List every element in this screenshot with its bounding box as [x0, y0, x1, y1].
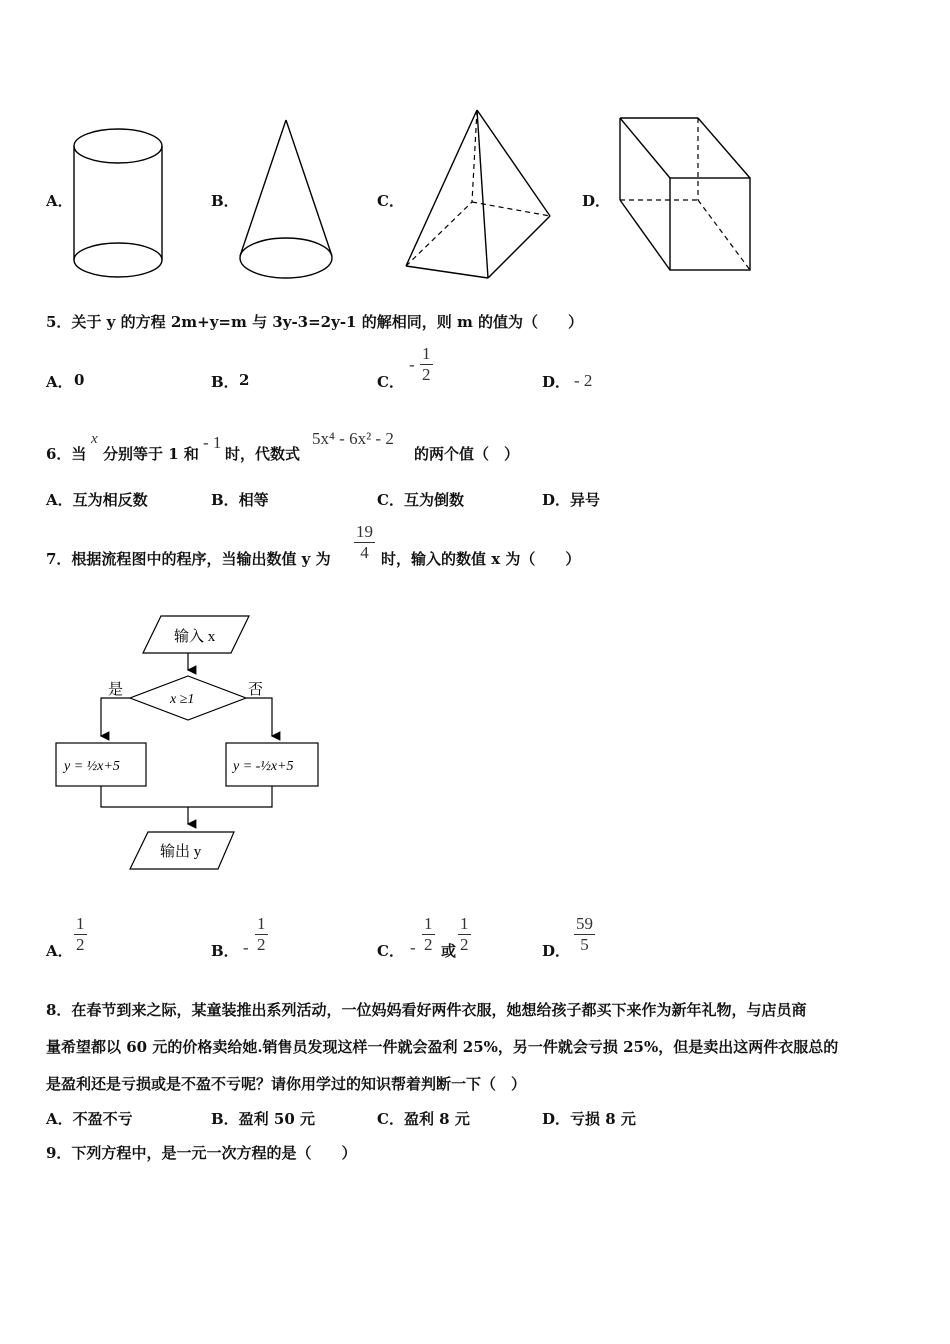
- flow-yes-label: 是: [108, 682, 124, 698]
- q7-option-b-sign: -: [243, 938, 249, 957]
- q5-option-b-value: 2: [239, 371, 250, 389]
- q5-c-denominator: 2: [422, 365, 431, 384]
- q5-option-a-value: 0: [74, 371, 85, 389]
- q6-mid2: 时，代数式: [225, 445, 301, 463]
- q7-option-d-label: D．: [542, 942, 571, 960]
- q4-option-b-label: B．: [211, 192, 239, 210]
- q5-option-d-value: - 2: [574, 371, 593, 390]
- q6-prefix: 6．当: [46, 445, 87, 463]
- q6-neg-one: - 1: [203, 433, 222, 452]
- q7-c-denominator2: 2: [460, 935, 469, 954]
- q6-var-x: x: [91, 431, 98, 447]
- q7-y-fraction: [354, 522, 375, 563]
- flow-right-formula: y = -½x+5: [233, 759, 294, 774]
- flowchart: [50, 608, 330, 878]
- flow-input-text: 输入 x: [174, 629, 216, 645]
- q7-y-numerator: 19: [356, 522, 373, 541]
- q8-line1: 8．在春节到来之际，某童装推出系列活动，一位妈妈看好两件衣服，她想给孩子都买下来作为新年礼物，与店员商: [46, 1001, 807, 1019]
- q6-mid1: 分别等于 1 和: [103, 445, 199, 463]
- q7-option-c-sign: -: [410, 938, 416, 957]
- q8-option-d: D．亏损 8 元: [542, 1110, 636, 1128]
- q7-option-c-fraction2: [458, 914, 471, 955]
- q9-question: 9．下列方程中，是一元一次方程的是（ ）: [46, 1144, 357, 1162]
- q7-d-numerator: 59: [576, 914, 593, 933]
- pyramid-figure: [402, 106, 558, 284]
- q7-option-d-fraction: [574, 914, 595, 955]
- q7-suffix: 时，输入的数值 x 为（ ）: [381, 550, 581, 568]
- q7-d-denominator: 5: [580, 935, 589, 954]
- q4-option-c-label: C．: [377, 192, 404, 210]
- q5-question: 5．关于 y 的方程 2m+y=m 与 3y-3=2y-1 的解相同，则 m 的值为（ ）: [46, 313, 584, 331]
- q8-line3: 是盈利还是亏损或是不盈不亏呢？请你用学过的知识帮着判断一下（ ）: [46, 1075, 527, 1093]
- q7-b-denominator: 2: [257, 935, 266, 954]
- flow-left-formula: y = ½x+5: [64, 759, 120, 774]
- q5-option-c-sign: -: [409, 355, 415, 374]
- cone-figure: [234, 114, 338, 284]
- q8-option-c: C．盈利 8 元: [377, 1110, 470, 1128]
- q7-option-c-or: 或: [441, 942, 457, 960]
- q5-option-c-fraction: [420, 344, 433, 385]
- q7-y-denominator: 4: [360, 543, 369, 562]
- q7-option-a-label: A．: [46, 942, 73, 960]
- q4-option-a-label: A．: [46, 192, 73, 210]
- cuboid-figure: [612, 112, 756, 278]
- q7-c-denominator1: 2: [424, 935, 433, 954]
- q6-expression: 5x⁴ - 6x² - 2: [312, 429, 394, 448]
- q7-prefix: 7．根据流程图中的程序，当输出数值 y 为: [46, 550, 331, 568]
- q7-c-numerator2: 1: [460, 914, 469, 933]
- q6-option-b: B．相等: [211, 491, 269, 509]
- q4-option-d-label: D．: [582, 192, 611, 210]
- q6-option-a: A．互为相反数: [46, 491, 148, 509]
- q5-option-b-label: B．: [211, 373, 239, 391]
- q5-option-a-label: A．: [46, 373, 73, 391]
- cylinder-figure: [70, 122, 170, 282]
- q7-c-numerator1: 1: [424, 914, 433, 933]
- flow-no-label: 否: [248, 682, 264, 698]
- q6-option-d: D．异号: [542, 491, 601, 509]
- flow-output-text: 输出 y: [160, 844, 202, 860]
- q5-c-numerator: 1: [422, 344, 431, 363]
- q7-option-c-fraction1: [422, 914, 435, 955]
- q6-option-c: C．互为倒数: [377, 491, 464, 509]
- q7-option-c-label: C．: [377, 942, 404, 960]
- q5-option-c-label: C．: [377, 373, 404, 391]
- q6-suffix: 的两个值（ ）: [414, 445, 520, 463]
- q7-b-numerator: 1: [257, 914, 266, 933]
- q8-line2: 量希望都以 60 元的价格卖给她.销售员发现这样一件就会盈利 25%，另一件就会亏损 25%，但是卖出这两件衣服总的: [46, 1038, 839, 1056]
- q8-option-b: B．盈利 50 元: [211, 1110, 315, 1128]
- q7-option-a-fraction: [74, 914, 87, 955]
- q7-a-denominator: 2: [76, 935, 85, 954]
- flow-condition-text: x ≥1: [170, 692, 195, 707]
- q5-option-d-label: D．: [542, 373, 571, 391]
- q7-option-b-fraction: [255, 914, 268, 955]
- q8-option-a: A．不盈不亏: [46, 1110, 133, 1128]
- q7-a-numerator: 1: [76, 914, 85, 933]
- q7-option-b-label: B．: [211, 942, 239, 960]
